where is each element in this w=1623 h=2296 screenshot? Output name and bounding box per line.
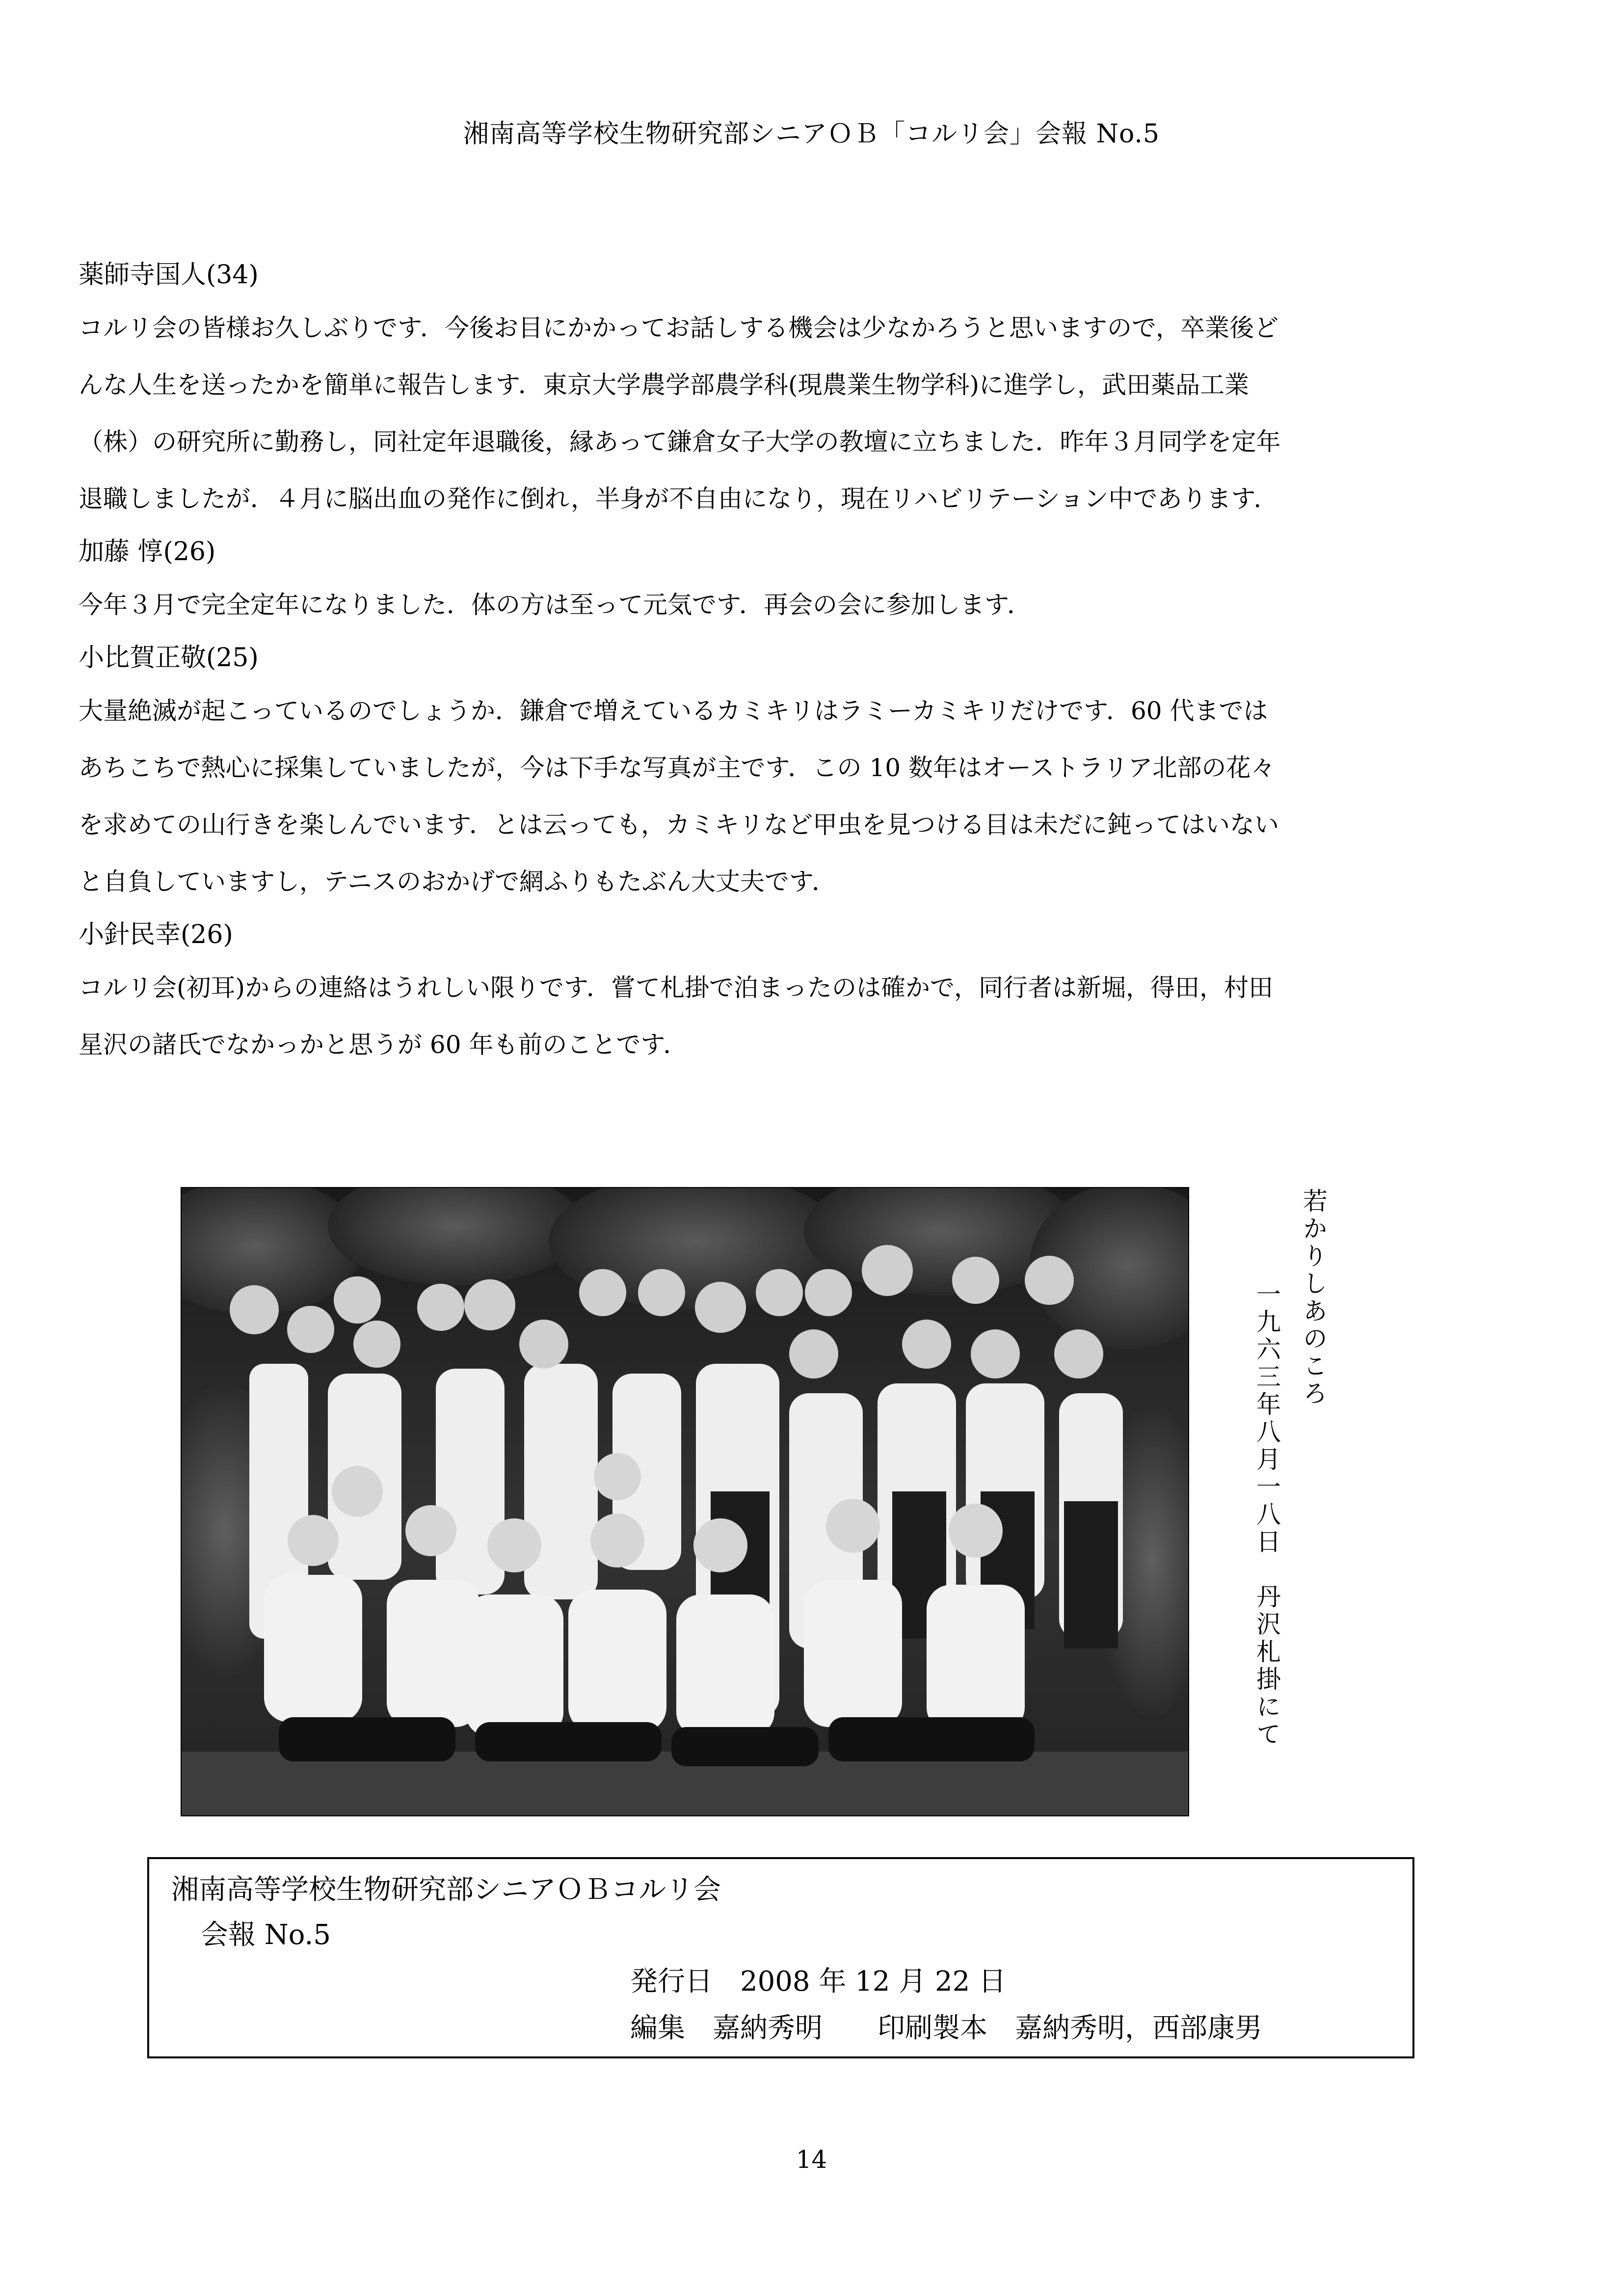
running-header: 湘南高等学校生物研究部シニアＯＢ「コルリ会」会報 No.5 [463, 119, 1160, 149]
entry-line: を求めての山行きを楽しんでいます．とは云っても，カミキリなど甲虫を見つける目は未だに鈍ってはいない [79, 810, 1279, 839]
entry-name: 加藤 惇(26) [79, 537, 216, 567]
colophon-editors: 編集 嘉納秀明 印刷製本 嘉納秀明，西部康男 [630, 2012, 1262, 2044]
entry-line: 今年３月で完全定年になりました．体の方は至って元気です．再会の会に参加します． [79, 591, 1032, 619]
colophon-date: 発行日 2008 年 12 月 22 日 [630, 1966, 1007, 1998]
page-number: 14 [796, 2145, 827, 2174]
article-body [79, 250, 1482, 1073]
entry-line: 退職しましたが．４月に脳出血の発作に倒れ，半身が不自由になり，現在リハビリテーション中であります． [79, 485, 1278, 513]
entry-line: と自負していますし，テニスのおかげで網ふりもたぶん大丈夫です． [79, 867, 836, 896]
entry-line: コルリ会(初耳)からの連絡はうれしい限りです．嘗て札掛で泊まったのは確かで，同行者は新堀，得田，村田 [79, 973, 1274, 1002]
entry-line: んな人生を送ったかを簡単に報告します．東京大学農学部農学科(現農業生物学科)に進学し，武田薬品工業 [79, 371, 1250, 399]
entry-line: あちこちで熱心に採集していましたが，今は下手な写真が主です．この 10 数年はオーストラリア北部の花々 [79, 754, 1276, 782]
photo-caption-date: 一九六三年八月一八日 丹沢札掛にて [1252, 1281, 1281, 1749]
entry-line: コルリ会の皆様お久しぶりです．今後お目にかかってお話しする機会は少なかろうと思いますので，卒業後ど [79, 314, 1278, 342]
colophon-org: 湘南高等学校生物研究部シニアＯＢコルリ会 [171, 1874, 721, 1906]
entry-name: 小比賀正敬(25) [79, 643, 259, 673]
entry-name: 薬師寺国人(34) [79, 260, 259, 290]
colophon-issue: 会報 No.5 [201, 1919, 331, 1951]
entry-line: 星沢の諸氏でなかっかと思うが 60 年も前のことです． [79, 1030, 688, 1059]
entry-line: 大量絶滅が起こっているのでしょうか．鎌倉で増えているカミキリはラミーカミキリだけです．60 代までは [79, 697, 1268, 725]
photo-caption-title: 若かりしあのころ [1299, 1188, 1328, 1408]
group-photo [181, 1187, 1189, 1816]
colophon-box [147, 1857, 1414, 2058]
entry-name: 小針民幸(26) [79, 920, 233, 949]
entry-line: （株）の研究所に勤務し，同社定年退職後，縁あって鎌倉女子大学の教壇に立ちました．昨年３月同学を定年 [79, 428, 1281, 456]
